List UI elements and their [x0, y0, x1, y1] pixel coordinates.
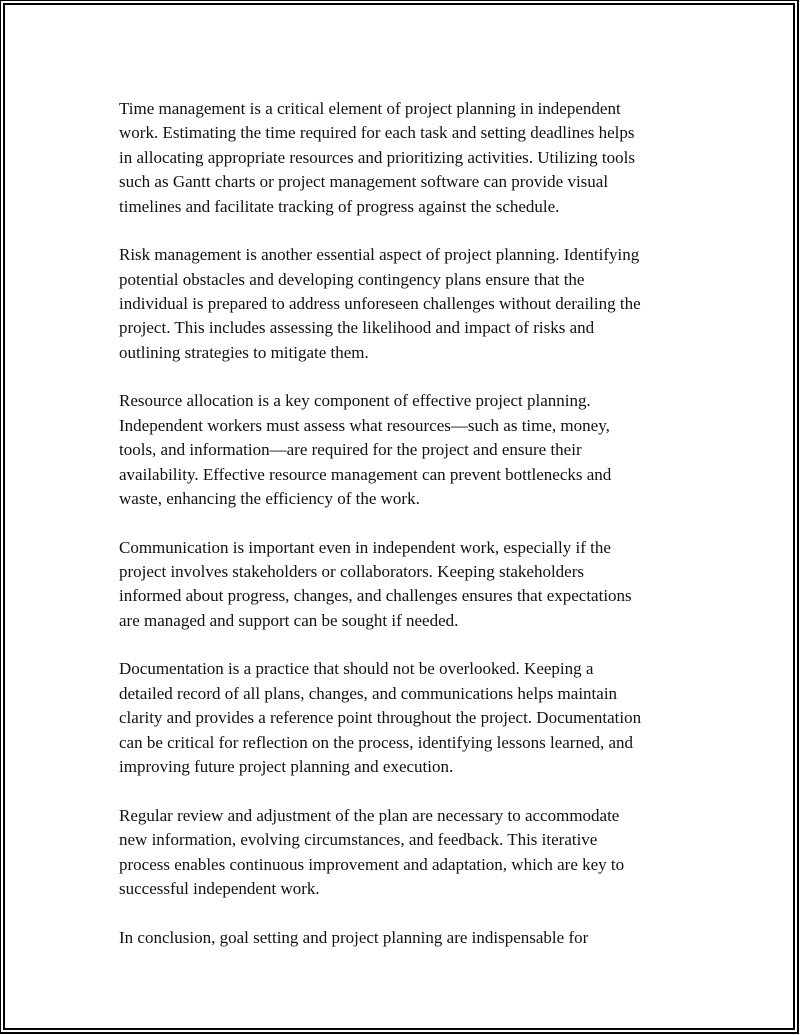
paragraph-review-adjustment: Regular review and adjustment of the plan are necessary to accommodate new information, evolving circumstances, and feedback. This iterative process enables continuous improvement and adaptation, which are key to successful independent work.: [119, 805, 625, 898]
paragraph-communication: Communication is important even in independent work, especially if the project involves stakeholders or collaborators. Keeping stakeholders informed about progress, changes, and challenges ensures that expectations are managed and support can be sought if needed.: [119, 537, 632, 630]
paragraph-time-management: Time management is a critical element of project planning in independent work. Estimating the time required for each task and setting deadlines helps in allocating appropriate resources and prioritizing activities. Utilizing tools such as Gantt charts or project management software can provide visual timelines and facilitate tracking of progress against the schedule.: [119, 99, 635, 216]
page-border: [3, 3, 795, 1030]
document-body: [119, 97, 689, 950]
paragraph-conclusion: In conclusion, goal setting and project planning are indispensable for: [119, 927, 589, 947]
paragraph-risk-management: Risk management is another essential aspect of project planning. Identifying potential obstacles and developing contingency plans ensure that the individual is prepared to address unforeseen challenges without derailing the project. This includes assessing the likelihood and impact of risks and outlining strategies to mitigate them.: [119, 245, 641, 362]
paragraph-resource-allocation: Resource allocation is a key component of effective project planning. Independent workers must assess what resources—such as time, money, tools, and information—are required for the project and ensure their availability. Effective resource management can prevent bottlenecks and waste, enhancing the efficiency of the work.: [119, 391, 612, 509]
paragraph-documentation: Documentation is a practice that should not be overlooked. Keeping a detailed record of all plans, changes, and communications helps maintain clarity and provides a reference point throughout the project. Documentation can be critical for reflection on the process, identifying lessons learned, and improving future project planning and execution.: [119, 659, 642, 777]
